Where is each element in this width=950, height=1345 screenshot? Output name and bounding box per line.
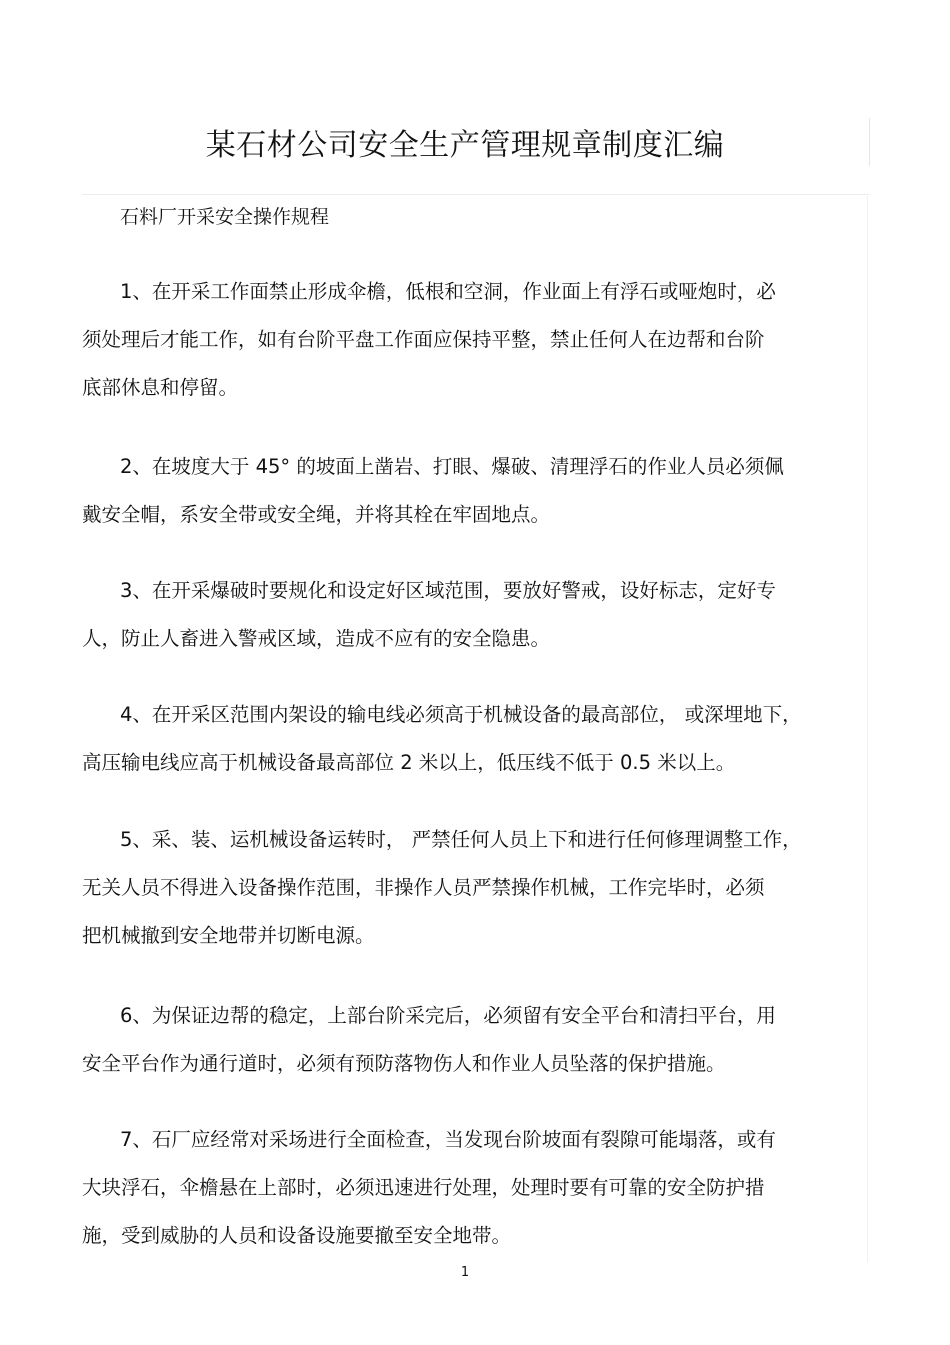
paragraph-line: 把机械撤到安全地带并切断电源。 (82, 924, 375, 947)
divider-vertical-top (869, 118, 870, 166)
paragraph-6 (82, 992, 872, 1088)
paragraph-1 (82, 268, 872, 412)
section-subtitle: 石料厂开采安全操作规程 (120, 206, 330, 228)
paragraph-line: 7、石厂应经常对采场进行全面检查，当发现台阶坡面有裂隙可能塌落，或有 (120, 1128, 776, 1151)
paragraph-line: 施，受到威胁的人员和设备设施要撤至安全地带。 (82, 1224, 512, 1247)
paragraph-line: 4、在开采区范围内架设的输电线必须高于机械设备的最高部位， 或深埋地下， (120, 703, 802, 726)
paragraph-line: 底部休息和停留。 (82, 376, 239, 399)
divider-horizontal (82, 194, 869, 195)
paragraph-line: 3、在开采爆破时要规化和设定好区域范围，要放好警戒，设好标志，定好专 (120, 579, 776, 602)
paragraph-line: 大块浮石，伞檐悬在上部时，必须迅速进行处理，处理时要有可靠的安全防护措 (82, 1176, 765, 1199)
page-number: 1 (460, 1265, 470, 1280)
document-title: 某石材公司安全生产管理规章制度汇编 (205, 128, 725, 163)
paragraph-line: 须处理后才能工作，如有台阶平盘工作面应保持平整，禁止任何人在边帮和台阶 (82, 328, 765, 351)
paragraph-4 (82, 691, 872, 787)
paragraph-line: 5、采、装、运机械设备运转时， 严禁任何人员上下和进行任何修理调整工作， (120, 828, 802, 851)
paragraph-5 (82, 816, 872, 960)
paragraph-line: 无关人员不得进入设备操作范围，非操作人员严禁操作机械，工作完毕时，必须 (82, 876, 765, 899)
paragraph-line: 人，防止人畜进入警戒区域，造成不应有的安全隐患。 (82, 627, 551, 650)
paragraph-line: 戴安全帽，系安全带或安全绳，并将其栓在牢固地点。 (82, 503, 551, 526)
paragraph-line: 2、在坡度大于 45° 的坡面上凿岩、打眼、爆破、清理浮石的作业人员必须佩 (120, 455, 784, 478)
paragraph-line: 安全平台作为通行道时，必须有预防落物伤人和作业人员坠落的保护措施。 (82, 1052, 726, 1075)
paragraph-2 (82, 443, 872, 539)
paragraph-line: 6、为保证边帮的稳定，上部台阶采完后，必须留有安全平台和清扫平台，用 (120, 1004, 776, 1027)
paragraph-3 (82, 567, 872, 663)
paragraph-line: 1、在开采工作面禁止形成伞檐，低根和空洞，作业面上有浮石或哑炮时，必 (120, 280, 776, 303)
paragraph-7 (82, 1116, 872, 1260)
paragraph-line: 高压输电线应高于机械设备最高部位 2 米以上，低压线不低于 0.5 米以上。 (82, 751, 736, 774)
